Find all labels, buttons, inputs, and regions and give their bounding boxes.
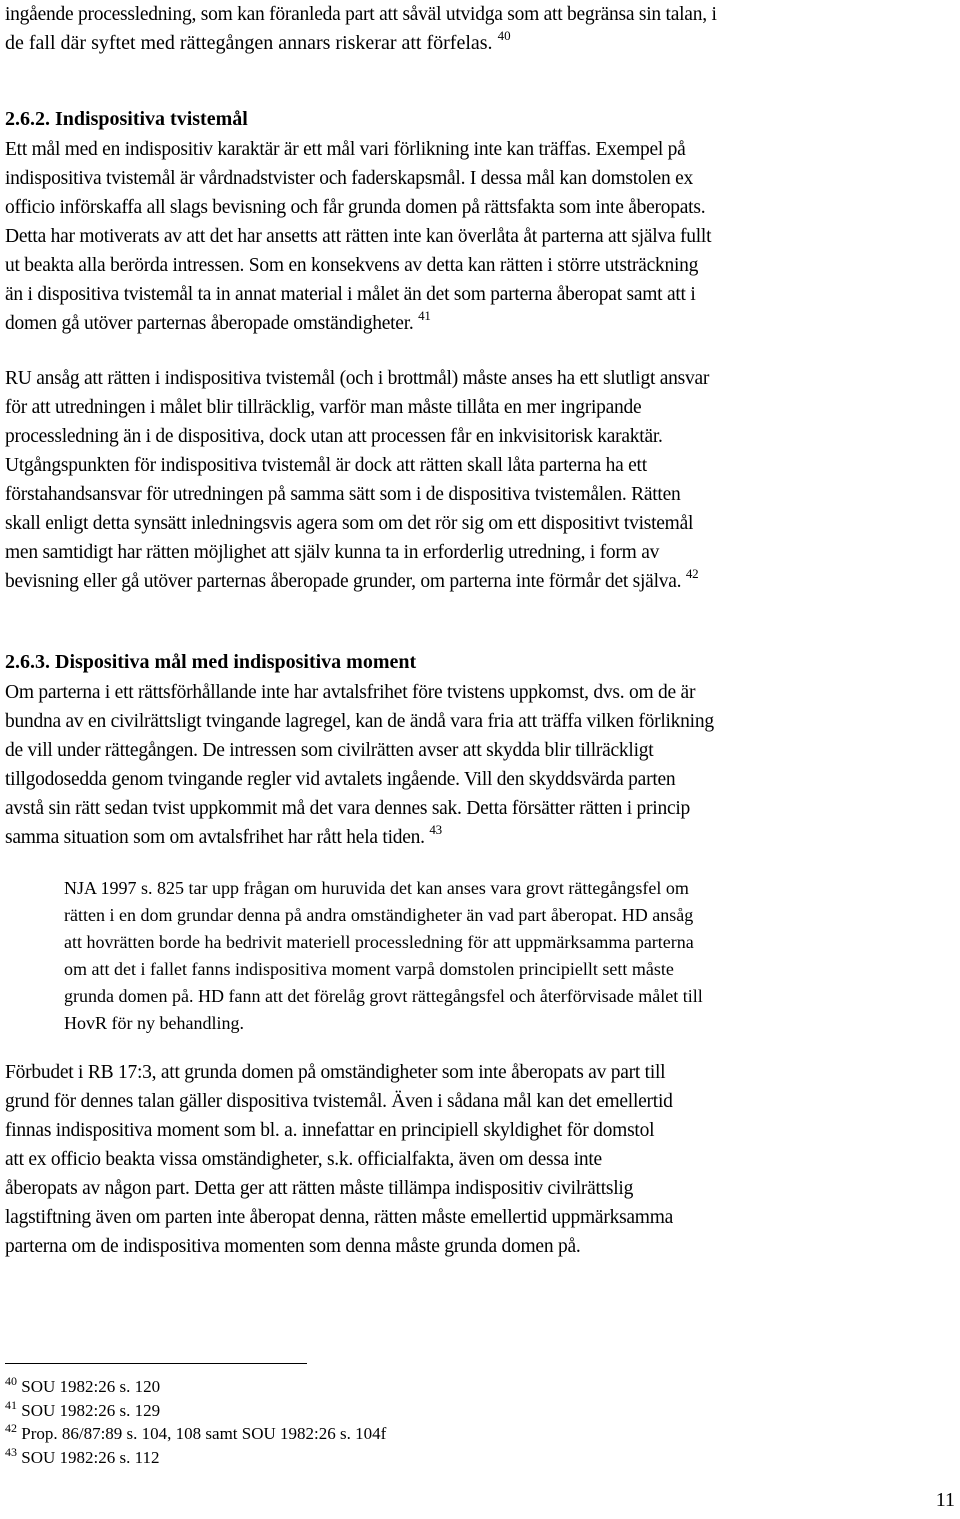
text-line: grund för dennes talan gäller dispositiva tvistemål. Även i sådana mål kan det emellertid — [5, 1091, 673, 1112]
quote-line: rätten i en dom grundar denna på andra omständigheter än vad part åberopat. HD ansåg — [64, 905, 694, 925]
text-line: Om parterna i ett rättsförhållande inte har avtalsfrihet före tvistens uppkomst, dvs. om de är — [5, 682, 696, 703]
text-line: men samtidigt har rätten möjlighet att själv kunna ta in erforderlig utredning, i form av — [5, 542, 660, 563]
text-line: åberopats av någon part. Detta ger att rätten måste tillämpa indispositiv civilrättslig — [5, 1178, 634, 1199]
text-line: bevisning eller gå utöver parternas åberopade grunder, om parterna inte förmår det själva. $^{42}$ — [5, 566, 699, 592]
quote-line: att hovrätten borde ha bedrivit materiell processledning för att uppmärksamma parterna — [64, 932, 694, 952]
section-heading-2-6-2: 2.6.2. Indispositiva tvistemål — [5, 108, 248, 130]
page-number: 11 — [935, 1489, 955, 1511]
footnote-ref-42: 42 — [685, 566, 699, 581]
sec262-paragraph-1 — [5, 135, 955, 338]
intro-line-2: de fall där syftet med rättegången annars riskerar att förfelas. $^{40}$ — [5, 28, 511, 54]
footnote-43 — [5, 1446, 386, 1470]
footnote-text: SOU 1982:26 s. 120 — [21, 1377, 161, 1396]
intro-line-1: ingående processledning, som kan föranleda part att såväl utvidga som att begränsa sin talan, i — [5, 4, 717, 25]
footnote-number: 42 — [5, 1421, 17, 1435]
quote-line: NJA 1997 s. 825 tar upp frågan om huruvida det kan anses vara grovt rättegångsfel om — [64, 878, 689, 898]
footnote-ref-43: 43 — [429, 822, 442, 837]
text-line: Ett mål med en indispositiv karaktär är ett mål vari förlikning inte kan träffas. Exempel på — [5, 139, 686, 160]
footnote-ref-40: 40 — [497, 28, 511, 43]
text-line: Detta har motiverats av att det har ansetts att rätten inte kan överlåta åt parterna att själva fullt — [5, 226, 712, 247]
text-line: Utgångspunkten för indispositiva tvistemål är dock att rätten skall låta parterna ha ett — [5, 455, 647, 476]
footnote-text: Prop. 86/87:89 s. 104, 108 samt SOU 1982:26 s. 104f — [21, 1424, 387, 1443]
footnote-41 — [5, 1399, 386, 1423]
text-line: avstå sin rätt sedan tvist uppkommit må det vara dennes sak. Detta försätter rätten i princip — [5, 798, 691, 819]
text-line: bundna av en civilrättsligt tvingande lagregel, kan de ändå vara fria att träffa vilken förlikning — [5, 711, 714, 732]
text-line: samma situation som om avtalsfrihet har rått hela tiden. $^{43}$ — [5, 822, 442, 848]
quote-line: HovR för ny behandling. — [64, 1013, 244, 1033]
quote-line: om att det i fallet fanns indispositiva moment varpå domstolen principiellt sett måste — [64, 959, 674, 979]
text-line: processledning än i de dispositiva, dock utan att processen får en inkvisitorisk karaktär. — [5, 426, 663, 447]
footnote-separator — [5, 1363, 307, 1364]
text-line: parterna om de indispositiva momenten som denna måste grunda domen på. — [5, 1236, 581, 1257]
text-line: lagstiftning även om parten inte åberopat denna, rätten måste emellertid uppmärksamma — [5, 1207, 674, 1228]
text-line: de vill under rättegången. De intressen som civilrätten avser att skydda blir tillräckligt — [5, 740, 654, 761]
footnote-ref-41: 41 — [418, 308, 431, 323]
case-quote — [64, 875, 894, 1037]
footnote-number: 43 — [5, 1444, 17, 1459]
text-line: tillgodosedda genom tvingande regler vid avtalets ingående. Vill den skyddsvärda parten — [5, 769, 676, 790]
sec263-paragraph-1 — [5, 678, 955, 852]
text-line: skall enligt detta synsätt inledningsvis agera som om det rör sig om ett dispositivt tvistemål — [5, 513, 694, 534]
sec262-paragraph-2 — [5, 364, 955, 596]
text-line: RU ansåg att rätten i indispositiva tvistemål (och i brottmål) måste anses ha ett slutligt ansvar — [5, 368, 710, 389]
footnote-text: SOU 1982:26 s. 112 — [21, 1447, 160, 1467]
text-line: domen gå utöver parternas åberopade omständigheter. $^{41}$ — [5, 308, 431, 334]
text-line: indispositiva tvistemål är vårdnadstvister och faderskapsmål. I dessa mål kan domstolen ex — [5, 168, 693, 189]
text-line: Förbudet i RB 17:3, att grunda domen på omständigheter som inte åberopats av part till — [5, 1062, 666, 1083]
text-line: ut beakta alla berörda intressen. Som en konsekvens av detta kan rätten i större utsträckning — [5, 255, 699, 276]
text-line: än i dispositiva tvistemål ta in annat material i målet än det som parterna åberopat samt att i — [5, 284, 696, 305]
text-line: att ex officio beakta vissa omständigheter, s.k. officialfakta, även om dessa inte — [5, 1149, 602, 1170]
text-line: för att utredningen i målet blir tillräcklig, varför man måste tillåta en mer ingripande — [5, 397, 642, 418]
footnote-number: 41 — [5, 1397, 17, 1412]
footnote-42 — [5, 1422, 386, 1446]
text-line: förstahandsansvar för utredningen på samma sätt som i de dispositiva tvistemålen. Rätten — [5, 484, 681, 505]
text-line: officio införskaffa all slags bevisning och får grunda domen på rättsfakta som inte åberopats. — [5, 197, 706, 218]
quote-line: grunda domen på. HD fann att det förelåg grovt rättegångsfel och återförvisade målet till — [64, 986, 703, 1006]
footnotes — [5, 1375, 386, 1469]
footnote-number: 40 — [5, 1374, 17, 1388]
text-line: finnas indispositiva moment som bl. a. innefattar en principiell skyldighet för domstol — [5, 1120, 655, 1141]
footnote-40 — [5, 1375, 386, 1399]
section-heading-2-6-3: 2.6.3. Dispositiva mål med indispositiva moment — [5, 651, 417, 673]
sec263-paragraph-2 — [5, 1058, 955, 1261]
footnote-text: SOU 1982:26 s. 129 — [21, 1400, 161, 1420]
